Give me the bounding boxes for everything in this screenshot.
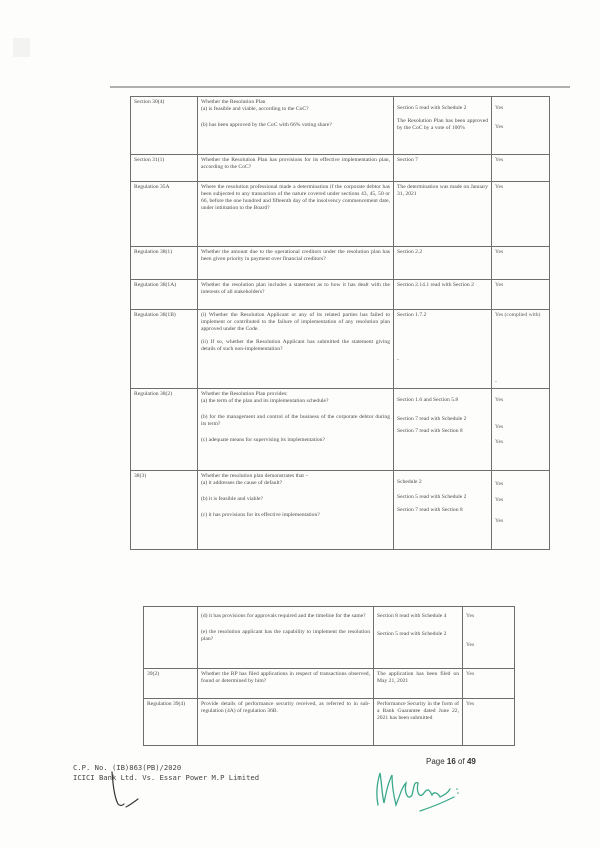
criteria-intro: Whether the Resolution Plan [201,98,266,105]
compliance-item: Section 7 read with Section 8 [397,427,463,434]
page-current: 16 [446,757,456,766]
criteria-cell [198,97,394,155]
status-value: Yes [495,496,504,503]
compliance-cell: Section 7 [394,155,492,182]
criteria-cell: Whether the resolution plan includes a statement as to how it has dealt with the interests of all stakeholders? [198,280,394,310]
criteria-item: (c) it has provisions for its effective implementation? [201,511,320,518]
criteria-cell: Whether the Resolution Plan has provisions for its effective implementation plan, according to the CoC? [198,155,394,182]
ref-cell: Regulation 38(1A) [131,280,198,310]
status-value: Yes [466,641,475,648]
compliance-item: Section 1.6 and Section 5.8 [397,396,459,403]
criteria-cell: Where the resolution professional made a determination if the corporate debtor has been subjected to any transaction of the nature covered under sections 43, 45, 50 or 66, before the one hundred and fifteenth day of the insolvency commencement date, under intimation to the Board? [198,182,394,247]
ref-cell: Regulation 38(2) [131,389,198,471]
criteria-intro: Whether the Resolution Plan provides: [201,390,288,397]
criteria-item: (b) for the management and control of the business of the corporate debtor during its term? [201,413,390,427]
compliance-item: Section 7 read with Section 8 [397,506,463,513]
status-cell: Yes [463,669,515,699]
table-row [131,471,550,550]
compliance-cell: The determination was made on January 31, 2021 [394,182,492,247]
criteria-cell: Whether the RP has filed applications in respect of transactions observed, found or determined by him? [198,669,374,699]
criteria-item: (d) it has provisions for approvals required and the timeline for the same? [201,612,366,619]
compliance-item: Section 5 read with Schedule 2 [377,630,447,637]
status-value: Yes [495,438,504,445]
ref-cell: Section 30(4) [131,97,198,155]
criteria-item: (a) the term of the plan and its implementation schedule? [201,397,329,404]
criteria-item: (i) Whether the Resolution Applicant or any of its related parties has failed to implement or contributed to the failure of implementation of any resolution plan approved under the Code. [201,311,390,332]
criteria-item: (a) it addresses the cause of default? [201,479,283,486]
table-row [131,247,550,280]
status-value: Yes [495,104,504,111]
table-row [131,182,550,247]
table-row [144,669,515,699]
table-row [131,310,550,389]
case-number: C.P. No. (IB)863(PB)/2020 [73,763,182,772]
page-sep: of [455,757,467,766]
signature-icon [370,765,470,815]
criteria-cell [198,607,374,669]
status-value: Yes [466,612,475,619]
status-value: - [495,378,497,385]
ref-cell: Regulation 38(1B) [131,310,198,389]
table-row [144,607,515,669]
compliance-item: The Resolution Plan has been approved by the CoC by a vote of 100% [397,117,488,131]
status-cell: Yes [492,182,550,247]
criteria-item: (b) has been approved by the CoC with 66% voting share? [201,121,332,128]
criteria-cell [198,310,394,389]
criteria-item: (b) it is feasible and viable? [201,495,263,502]
status-cell: Yes [492,247,550,280]
status-cell: Yes [463,699,515,746]
status-value: Yes [495,517,504,524]
criteria-item: (ii) If so, whether the Resolution Applicant has submitted the statement giving details of such non-implementation? [201,338,390,352]
compliance-table-2 [143,606,515,746]
criteria-cell: Provide details of performance security received, as referred to in sub-regulation (4A) of regulation 36B. [198,699,374,746]
compliance-table-1 [130,96,550,550]
ref-cell: Regulation 35A [131,182,198,247]
compliance-cell [394,310,492,389]
status-cell: Yes [492,155,550,182]
compliance-cell [394,97,492,155]
compliance-cell: Performance Security in the form of a Bank Guarantee dated June 22, 2021 has been submitted [374,699,463,746]
compliance-item: Section 7 read with Schedule 2 [397,415,467,422]
status-value: Yes [495,423,504,430]
ref-cell: 39(2) [144,669,198,699]
status-value: Yes [495,480,504,487]
criteria-cell: Whether the amount due to the operational creditors under the resolution plan has been given priority in payment over financial creditors? [198,247,394,280]
status-cell [463,607,515,669]
criteria-cell [198,389,394,471]
page-total: 49 [466,757,476,766]
table-row [144,699,515,746]
ref-cell: Section 31(1) [131,155,198,182]
compliance-cell [394,471,492,550]
status-cell [492,97,550,155]
page-top-rule [110,86,570,88]
compliance-item: Section 5 read with Schedule 2 [397,493,467,500]
status-cell: Yes [492,280,550,310]
criteria-item: (a) is feasible and viable, according to the CoC? [201,105,309,112]
ref-cell: 38(3) [131,471,198,550]
initials-mark-icon [108,770,148,815]
page-prefix: Page [426,757,447,766]
compliance-cell [374,607,463,669]
compliance-cell: The application has been filed on May 21, 2021 [374,669,463,699]
status-cell [492,310,550,389]
scan-artifact [13,38,30,57]
ref-cell: Regulation 38(1) [131,247,198,280]
table-row [131,280,550,310]
status-cell [492,389,550,471]
compliance-cell [394,389,492,471]
compliance-item: Section 1.7.2 [397,311,427,318]
status-value: Yes [495,123,504,130]
ref-cell: Regulation 39(4) [144,699,198,746]
table-row [131,389,550,471]
status-cell [492,471,550,550]
table-row [131,97,550,155]
status-value: Yes (complied with) [495,311,541,318]
case-footer [73,763,259,783]
criteria-cell [198,471,394,550]
compliance-item: - [397,356,399,363]
compliance-item: Schedule 2 [397,478,422,485]
status-value: Yes [495,396,504,403]
compliance-item: Section 5 read with Schedule 2 [397,104,467,111]
criteria-intro: Whether the resolution plan demonstrates that – [201,472,309,479]
compliance-cell: Section 2.14.1 read with Section 2 [394,280,492,310]
compliance-item: Section 8 read with Schedule 4 [377,612,447,619]
compliance-cell: Section 2.2 [394,247,492,280]
table-row [131,155,550,182]
criteria-item: (e) the resolution applicant has the capability to implement the resolution plan? [201,628,370,642]
criteria-item: (c) adequate means for supervising its implementation? [201,436,325,443]
case-title: ICICI Bank Ltd. Vs. Essar Power M.P Limited [73,773,260,782]
ref-cell [144,607,198,669]
